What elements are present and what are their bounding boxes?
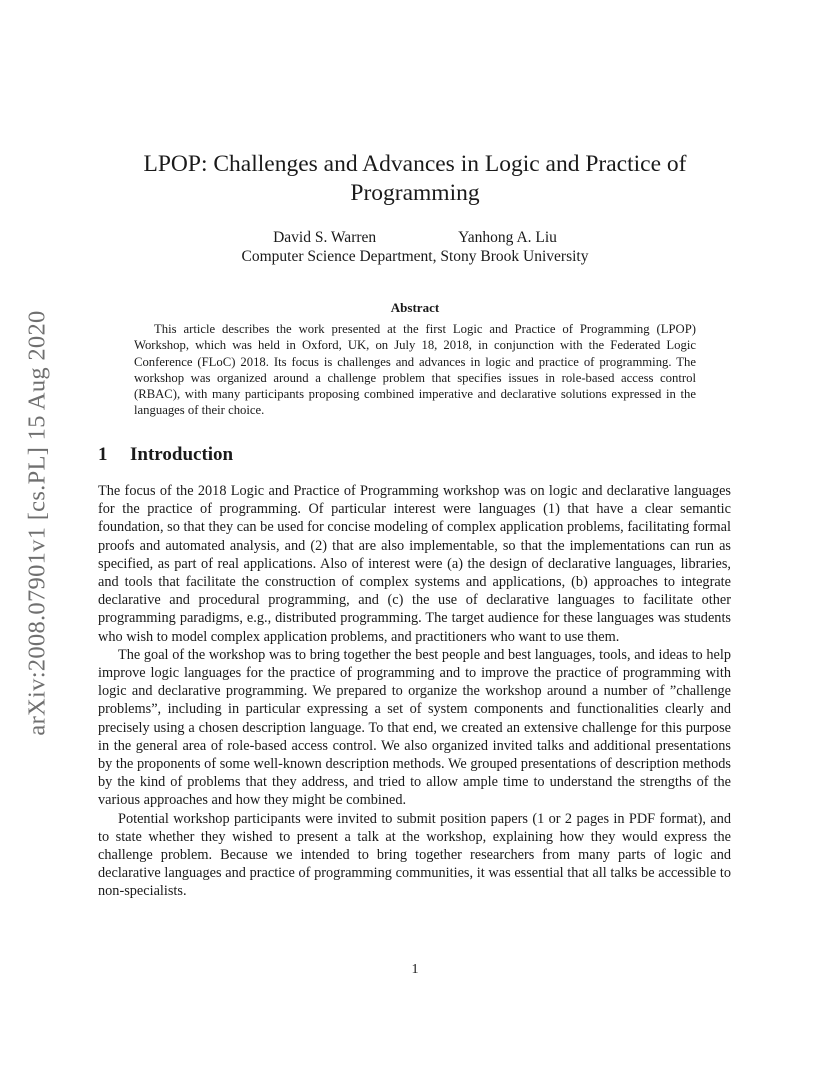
arxiv-identifier-stamp bbox=[19, 285, 57, 760]
introduction-body bbox=[98, 482, 731, 901]
paper-title: LPOP: Challenges and Advances in Logic and Practice of Programming bbox=[143, 151, 687, 206]
author-list bbox=[100, 228, 730, 247]
author-affiliation: Computer Science Department, Stony Brook University bbox=[241, 248, 589, 265]
arxiv-identifier-text: arXiv:2008.07901v1 [cs.PL] 15 Aug 2020 bbox=[24, 309, 51, 736]
abstract-heading: Abstract bbox=[390, 300, 440, 315]
section-heading-introduction bbox=[98, 443, 233, 467]
abstract-text: This article describes the work presented at the first Logic and Practice of Programming (LPOP) Workshop, which was held in Oxford, UK, on July 18, 2018, in conjunction with the Federated Logic Conference (FLoC) 2018. Its focus is challenges and advances in logic and practice of programming. The workshop was organized around a challenge problem that specifies issues in role-based access control (RBAC), with many participants proposing combined imperative and declarative solutions expressed in the languages of their choice. bbox=[134, 322, 696, 418]
body-paragraph: Potential workshop participants were invited to submit position papers (1 or 2 pages in PDF format), and to state whether they wished to present a talk at the workshop, explaining how they would express the challenge problem. Because we intended to bring together researchers from many parts of logic and declarative languages and practice of programming communities, it was essential that all talks be accessible to non-specialists. bbox=[98, 810, 731, 900]
page-number: 1 bbox=[411, 962, 419, 977]
author-name: David S. Warren bbox=[273, 229, 377, 246]
section-title: Introduction bbox=[130, 444, 234, 465]
author-name: Yanhong A. Liu bbox=[458, 229, 557, 246]
body-paragraph: The goal of the workshop was to bring together the best people and best languages, tools, and ideas to help improve logic languages for the practice of programming and to improve the practice of programming with logic and declarative programming. We prepared to organize the workshop around a number of ”challenge problems”, including in particular expressing a set of system components and functionalities clearly and precisely using a chosen description language. To that end, we created an extensive challenge for this purpose in the general area of role-based access control. We also organized invited talks and additional presentations by the proponents of some well-known description methods. We grouped presentations of description methods by the kind of problems that they address, and tried to allow ample time to understand the strengths of the various approaches and how they might be combined. bbox=[98, 646, 731, 809]
body-paragraph: The focus of the 2018 Logic and Practice of Programming workshop was on logic and declarative languages for the practice of programming. Of particular interest were languages (1) that have a clear semantic foundation, so that they can be used for concise modeling of complex application problems, facilitating formal proofs and automated analysis, and (2) that are also implementable, so that the implementations can run as specified, as part of real applications. Also of interest were (a) the design of declarative languages, libraries, and tools that facilitate the construction of complex systems and applications, (b) approaches to integrate declarative and procedural programming, and (c) the use of declarative languages to facilitate other programming paradigms, e.g., distributed programming. The target audience for these languages was students who wish to model complex application problems, and practitioners who want to use them. bbox=[98, 483, 731, 645]
section-number: 1 bbox=[98, 444, 108, 465]
